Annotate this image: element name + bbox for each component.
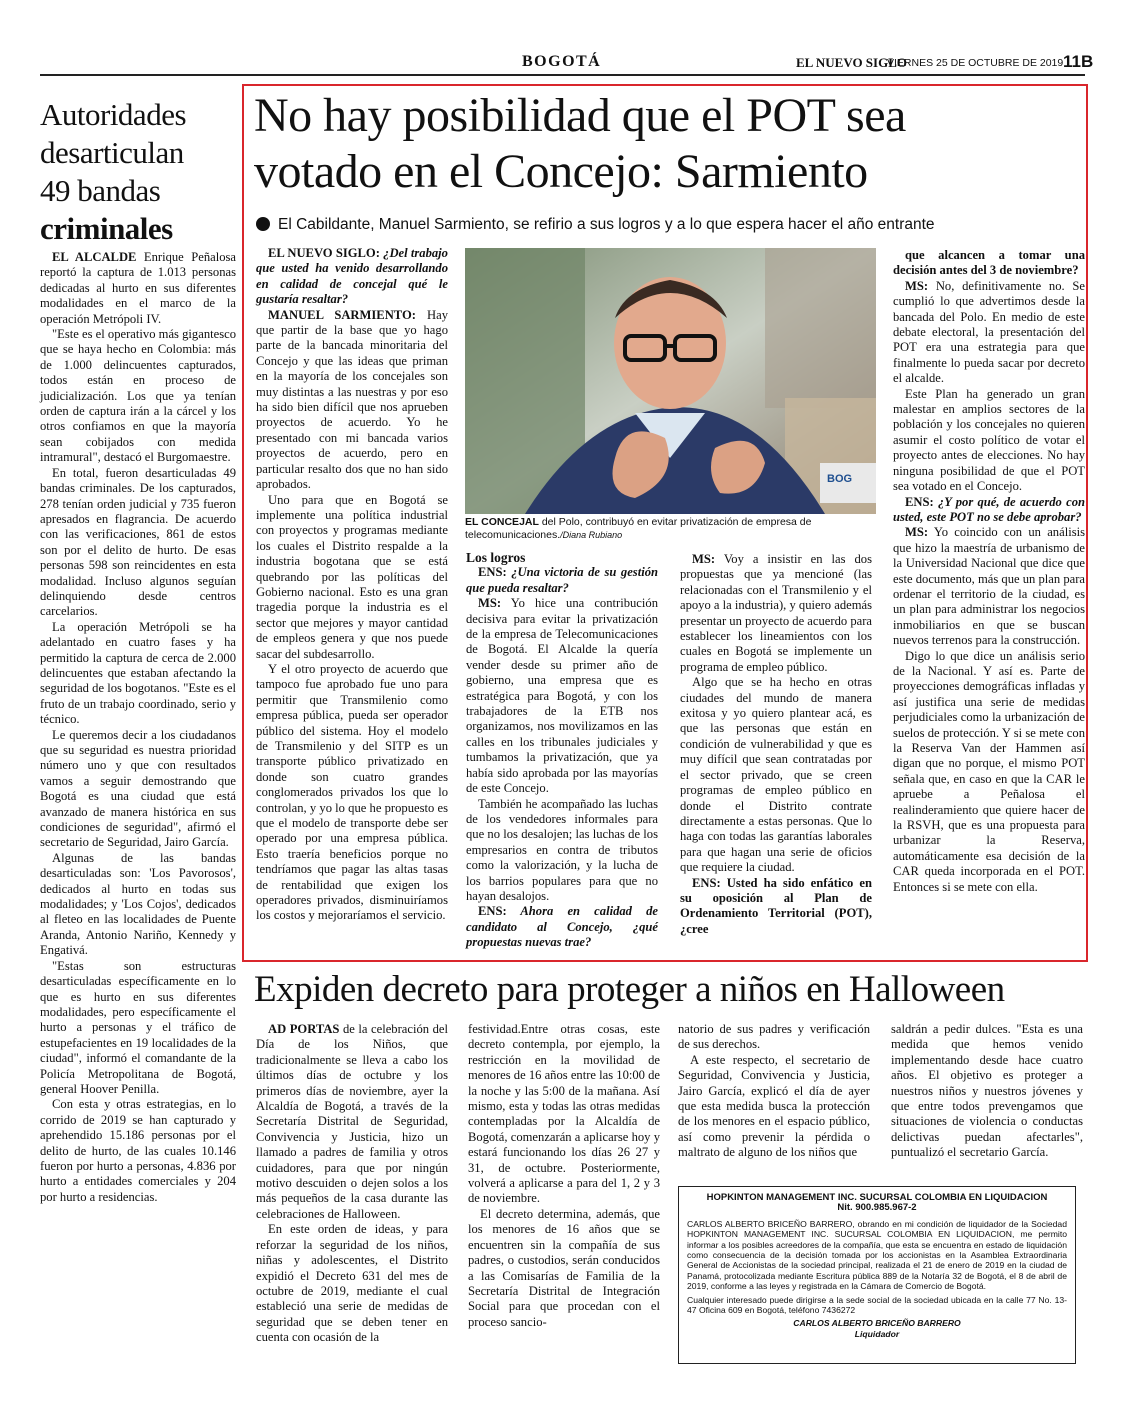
paragraph-lead: AD PORTAS xyxy=(268,1022,340,1036)
paragraph-lead: MS: xyxy=(905,525,929,540)
article-paragraph xyxy=(466,797,658,905)
paragraph-text: Algo que se ha hecho en otras ciudades del mundo de manera exitosa y yo quiero plantear acá, es que las personas que están en condición de vulnerabilidad y que es muy difícil que sean contratadas por el sector privado, que se creen programas de empleo público en donde el Distrito contrate directamente a estas personas. Que lo haga con todas las garantías laborales para que hagan una serie de oficios que requiere la ciudad. xyxy=(680,675,872,875)
photo-caption xyxy=(465,516,875,542)
main-headline-line2: votado en el Concejo: Sarmiento xyxy=(254,145,868,198)
paragraph-text: A este respecto, el secretario de Seguridad, Convivencia y Justicia, Jairo García, explicó el día de ayer que esta medida busca la protección de los menores en el espacio público, así como prevenir la pérdida o maltrato de alguno de los niños que xyxy=(678,1052,870,1160)
paragraph-lead: MS: xyxy=(478,596,502,611)
halloween-column-1 xyxy=(256,1022,448,1346)
paragraph-text: "Estas son estructuras desarticuladas específicamente en lo que es hurto en sus diferentes modalidades, pero específicamente el hurto a personas y el tráfico de estupefacientes en 19 localidades de la ciudad", informó el comandante de la Policía Metropolitana de Bogotá, general Hoover Penilla. xyxy=(40,958,236,1096)
article-paragraph xyxy=(40,728,236,851)
article-paragraph xyxy=(680,675,872,875)
paragraph-text: ¿Una victoria de su gestión que pueda resaltar? xyxy=(466,565,658,595)
article-paragraph xyxy=(893,649,1085,896)
article-paragraph xyxy=(468,1207,660,1330)
notice-title: HOPKINTON MANAGEMENT INC. SUCURSAL COLOMBIA EN LIQUIDACION xyxy=(706,1192,1048,1203)
paragraph-text: saldrán a pedir dulces. "Esta es una medida que hemos venido implementando desde hace cuatro años. El objetivo es proteger a nuestros niños y nuestros jóvenes y que entre todos prevengamos que situaciones de violencia o conductas delictivas puedan afectarles", puntualizó el secretario García. xyxy=(891,1022,1083,1160)
main-headline xyxy=(254,88,1084,200)
article-paragraph xyxy=(256,246,448,308)
paragraph-text: También he acompañado las luchas de los vendedores informales para que no los desalojen; las luchas de los empresarios en contra de tributos como la valorización, y la lucha de los barrios populares para que no hayan desalojos. xyxy=(466,796,658,903)
caption-lead: EL CONCEJAL xyxy=(465,516,539,528)
paragraph-text: En total, fueron desarticuladas 49 bandas criminales. De los capturados, 278 tenían orden judicial y 735 fueron apresados en flagrancia. De acuerdo con las verificaciones, 861 de estos son por el delito de hurto. De esas personas 598 son reincidentes en esta modalidad. Incluso algunos seguían delinquiendo desde centros carcelarios. xyxy=(40,465,236,619)
paragraph-lead: ENS: xyxy=(478,904,507,919)
newspaper-name: EL NUEVO SIGLO xyxy=(796,55,907,70)
paragraph-text: Uno para que en Bogotá se implemente una política industrial con proyectos y programas mediante los cuales el Distrito respalde a la industria bogotana que se está quebrando por las políticas del Gobierno nacional. Esto es una gran tragedia porque la industria es el sector que mejores y mayor cantidad de empleos genera y que nos puede sacar del subdesarrollo. xyxy=(256,492,448,661)
paragraph-text: En este orden de ideas, y para reforzar la seguridad de los niños, niñas y adolescentes, el Distrito expidió el Decreto 631 del mes de octubre de 2019, mediante el cual estableció una serie de medidas de seguridad que se deben tener en cuenta con ocasión de la xyxy=(256,1222,448,1345)
left-title-line: desarticulan xyxy=(40,135,184,170)
main-headline-line1: No hay posibilidad que el POT sea xyxy=(254,89,906,142)
paragraph-text: Yo coincido con un análisis que hizo la maestría de urbanismo de la Universidad Nacional que dice que este documento, más que un plan para ordenar el territorio de la ciudad, es un plan para administrar los negocios inmobiliarios en que se buscan nuevos terrenos para la construcción. xyxy=(893,525,1085,648)
article-paragraph xyxy=(256,1222,448,1345)
page-header xyxy=(0,0,1125,80)
halloween-column-2 xyxy=(468,1022,660,1330)
halloween-headline: Expiden decreto para proteger a niños en Halloween xyxy=(254,969,1005,1010)
paragraph-text: Enrique Peñalosa reportó la captura de 1.013 personas dedicadas al hurto en sus diferentes modalidades en el marco de la operación Metrópoli IV. xyxy=(40,250,236,326)
paragraph-text: festividad.Entre otras cosas, este decreto contempla, por ejemplo, la restricción en la movilidad de menores de 16 años entre las 10:00 de la noche y las 5:00 de la mañana. Así mismo, esta y todas las otras medidas contempladas por la Alcaldía de Bogotá, comenzarán a aplicarse hoy y estará funcionando los días 26 27 y 31, de octubre. Posteriormente, volverá a aplicarse a para del 1, 2 y 3 de noviembre. xyxy=(468,1022,660,1206)
notice-body: CARLOS ALBERTO BRICEÑO BARRERO, obrando en mi condición de liquidador de la Sociedad HOPKINTON MANAGEMENT INC. SUCURSAL COLOMBIA EN LIQUIDACION, me permito informar a los posibles acreedores de la compañía, que esta se encuentra en estado de liquidación como consecuencia de la decisión tomada por los accionistas en la Asamblea Extraordinaria General de Accionistas de la sociedad principal, realizada el 21 de enero de 2019 en la ciudad de Panamá, protocolizada mediante Escritura pública 889 de la Notaría 32 de Bogotá, el 8 de abril de 2019, conforme a las leyes y registrada en la Cámara de Comercio de Bogotá. xyxy=(687,1218,1067,1292)
article-paragraph xyxy=(256,662,448,924)
paragraph-lead: MS: xyxy=(692,552,716,566)
interview-column-3 xyxy=(680,552,872,937)
paragraph-text: ¿Del trabajo que usted ha venido desarrollando en calidad de concejal qué le gustaría resaltar? xyxy=(256,246,448,307)
paragraph-text: ¿Y por qué, de acuerdo con usted, este POT no se debe aprobar? xyxy=(893,494,1085,524)
paragraph-lead: ENS: xyxy=(478,565,507,580)
left-title-line: 49 bandas xyxy=(40,173,161,208)
main-subtitle xyxy=(256,216,1086,234)
caption-text: del Polo, contribuyó en evitar privatización de empresa de telecomunicaciones. xyxy=(465,516,812,541)
article-paragraph xyxy=(893,525,1085,648)
left-article-body xyxy=(40,250,236,1205)
caption-credit: /Diana Rubiano xyxy=(560,530,623,540)
article-paragraph xyxy=(40,466,236,620)
interview-column-4 xyxy=(893,248,1085,895)
photo-sign-text: BOG xyxy=(827,473,853,485)
legal-notice xyxy=(678,1186,1076,1364)
left-title-line: Autoridades xyxy=(40,97,187,132)
halloween-column-4 xyxy=(891,1022,1083,1161)
bullet-icon xyxy=(256,217,270,231)
interview-column-1 xyxy=(256,246,448,924)
article-paragraph xyxy=(891,1022,1083,1161)
paragraph-lead: ENS: xyxy=(692,875,721,890)
paragraph-text: Digo lo que dice un análisis serio de la Nacional. Y así es. Parte de proyecciones demográficas infladas y así justifica una serie de medidas perjudiciales como la urbanización de suelos de protección. Y si se mete con la Reserva Van der Hammen así digan que no porque, el mismo POT señala que, en caso en que la CAR le apruebe a Peñalosa el realinderamiento que quiere hacer de la RSVH, que es una propuesta para urbanizar la Reserva, automáticamente esa decisión de la CAR queda incorporada en el POT. Entonces si se mete con ella. xyxy=(893,648,1085,894)
article-paragraph xyxy=(893,495,1085,526)
article-paragraph xyxy=(893,387,1085,495)
article-paragraph xyxy=(466,565,658,596)
paragraph-text: Yo hice una contribución decisiva para evitar la privatización de la empresa de Telecomunicaciones de Bogotá. El Alcalde la quería vender desde su primer año de gobierno, una empresa que es estratégica para Bogotá, y con los trabajadores de la ETB nos organizamos, nos movilizamos en las calles en los tribunales judiciales y tumbamos la privatización, que ya había sido aprobada por las mayorías de este Concejo. xyxy=(466,596,658,796)
paragraph-text: Le queremos decir a los ciudadanos que su seguridad es nuestra prioridad número uno y que con resultados vamos a seguir demostrando que Bogotá es una ciudad que está avanzado de manera histórica en sus condiciones de seguridad", afirmó el secretario de Seguridad, Jairo García. xyxy=(40,727,236,850)
article-paragraph xyxy=(40,620,236,728)
article-paragraph xyxy=(466,904,658,950)
left-title-line: criminales xyxy=(40,211,173,246)
paragraph-text: Algunas de las bandas desarticuladas son: 'Los Pavorosos', dedicados al hurto en todas sus modalidades; y 'Los Cojos', dedicados al fleteo en las localidades de Puente Aranda, Antonio Nariño, Kennedy y Engativá. xyxy=(40,850,236,958)
paragraph-text: "Este es el operativo más gigantesco que se haya hecho en Colombia: más de 1.000 delincuentes capturados, todos están en proceso de judicialización. Los que ya tenían orden de captura irán a la cárcel y los otros confiamos en que la mayoría sean cobijados con medida intramural", destacó el Burgomaestre. xyxy=(40,327,236,465)
article-paragraph xyxy=(680,552,872,675)
paragraph-lead: MANUEL SARMIENTO: xyxy=(268,307,416,322)
paragraph-text: Hay que partir de la base que yo hago parte de la bancada minoritaria del Concejo y que las ideas que priman en la mayoría de los concejales son muy distintas a las nuestras y por eso ha sido bien difícil que nos aprueben proyectos de acuerdo. Yo he presentado con mi bancada varios proyectos de acuerdo, pero en particular resalto dos que no han sido aprobados. xyxy=(256,307,448,492)
paragraph-text: de la celebración del Día de los Niños, que tradicionalmente se lleva a cabo los últimos días de octubre y los primeros días de noviembre, ayer la Alcaldía de Bogotá, a través de la Secretaría Distrital de Seguridad, Convivencia y Justicia, hizo un llamado a padres de familia y otros cuidadores, para que por ningún motivo descuiden o dejen solos a los más pequeños de la casa durante las celebraciones de Halloween. xyxy=(256,1022,448,1221)
interview-photo xyxy=(465,248,876,514)
paragraph-text: No, definitivamente no. Se cumplió lo que advertimos desde la bancada del Polo. En medio de este debate electoral, la presentación del POT era una estrategia para que finalmente lo pueda sacar por decreto el alcalde. xyxy=(893,278,1085,386)
paragraph-lead: MS: xyxy=(905,278,929,293)
section-heading: Los logros xyxy=(466,550,526,565)
paragraph-lead: EL NUEVO SIGLO: xyxy=(268,246,380,260)
page-number: 11B xyxy=(1063,52,1094,71)
paragraph-text: Ahora en calidad de candidato al Concejo, ¿qué propuestas nuevas trae? xyxy=(466,904,658,950)
article-paragraph xyxy=(256,308,448,493)
article-paragraph xyxy=(680,876,872,938)
notice-nit: Nit. 900.985.967-2 xyxy=(837,1202,917,1214)
paragraph-lead: ENS: xyxy=(905,494,934,509)
paragraph-text: El decreto determina, además, que los menores de 16 años que se encuentren sin la compañía de sus padres, o custodios, serán conducidos a las Comisarías de Familia de la Secretaría Distrital de Integración Social para que procedan con el proceso sancio- xyxy=(468,1206,660,1329)
paragraph-text: Con esta y otras estrategias, en lo corrido de 2019 se han capturado y aprehendido 15.186 personas por el delito de hurto, de las cuales 10.146 fueron por hurto a personas, 4.836 por hurto a entidades comerciales y 204 por hurto a residencias. xyxy=(40,1097,236,1204)
article-paragraph xyxy=(40,851,236,959)
interview-column-2 xyxy=(466,550,658,951)
notice-signer: CARLOS ALBERTO BRICEÑO BARRERO xyxy=(793,1318,961,1329)
article-paragraph xyxy=(466,596,658,796)
article-paragraph xyxy=(678,1022,870,1053)
paragraph-lead: EL ALCALDE xyxy=(52,250,137,264)
article-paragraph xyxy=(256,493,448,662)
paragraph-text: natorio de sus padres y verificación de sus derechos. xyxy=(678,1022,870,1052)
notice-role: Liquidador xyxy=(854,1328,900,1339)
paragraph-text: Y el otro proyecto de acuerdo que tampoco fue aprobado fue uno para permitir que Transmilenio como empresa pública, pueda ser operador público del sistema. Hoy el modelo de Transmilenio y del SITP es un transporte público privatizado en donde son cuatro grandes conglomerados privados los que lo controlan, y yo lo que he propuesto es que el modelo de transporte debe ser operado por una empresa pública. Esto traería beneficios porque no tendríamos que pagar las altas tasas de rentabilidad que exigen los operadores privados, disminuiríamos los costos y mejoraríamos el servicio. xyxy=(256,661,448,923)
notice-contact: Cualquier interesado puede dirigirse a la sede social de la sociedad ubicada en la calle 77 No. 13-47 Oficina 609 en Bogotá, teléfono 7436272 xyxy=(687,1294,1067,1316)
article-paragraph xyxy=(678,1053,870,1161)
paragraph-text: que alcancen a tomar una decisión antes del 3 de noviembre? xyxy=(893,248,1085,278)
portrait-illustration xyxy=(465,248,876,514)
left-article-title xyxy=(40,96,240,248)
article-paragraph xyxy=(40,1097,236,1205)
article-paragraph xyxy=(40,959,236,1098)
header-rule xyxy=(40,74,1085,76)
main-subtitle-text: El Cabildante, Manuel Sarmiento, se refirio a sus logros y a lo que espera hacer el año entrante xyxy=(278,216,935,233)
article-paragraph xyxy=(893,279,1085,387)
article-paragraph xyxy=(40,327,236,466)
paragraph-text: Usted ha sido enfático en su oposición al Plan de Ordenamiento Territorial (POT), ¿cree xyxy=(680,875,872,936)
paragraph-text: Este Plan ha generado un gran malestar en amplios sectores de la población y los concejales no quieren asumir el costo político de votar el proyecto antes de elecciones. No hay ninguna posibilidad de que el POT sea votado en el Concejo. xyxy=(893,386,1085,494)
article-paragraph xyxy=(468,1022,660,1207)
issue-date: VIERNES 25 DE OCTUBRE DE 2019 xyxy=(887,57,1064,69)
paragraph-text: La operación Metrópoli se ha adelantado en cuatro fases y ha permitido la captura de cerca de 2.000 delincuentes que estaban afectando la seguridad de los bogotanos. "Este es el fruto de un trabajo coordinado, serio y técnico. xyxy=(40,619,236,727)
paragraph-text: Voy a insistir en las dos propuestas que ya mencioné (las relacionadas con el Transmilenio y el apoyo a la industria), y quiero además presentar un proyecto de acuerdo para establecer los lineamientos con los cuales en Bogotá se implemente un programa de empleo público. xyxy=(680,552,872,674)
article-paragraph xyxy=(40,250,236,327)
halloween-column-3 xyxy=(678,1022,870,1161)
section-label: BOGOTÁ xyxy=(522,53,602,70)
article-paragraph xyxy=(256,1022,448,1222)
article-paragraph xyxy=(893,248,1085,279)
